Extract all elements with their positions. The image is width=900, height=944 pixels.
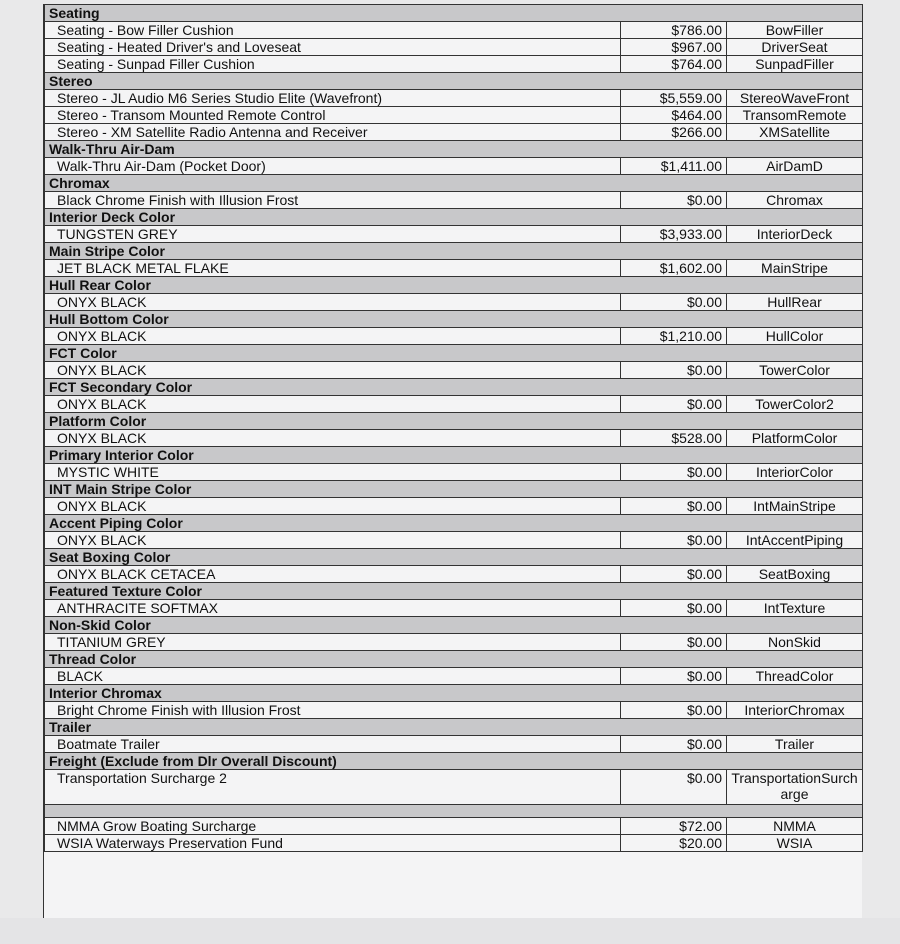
option-code: StereoWaveFront <box>727 90 863 107</box>
section-header-row <box>45 5 863 22</box>
section-title: Seating <box>45 5 863 22</box>
section-title: Freight (Exclude from Dlr Overall Discount) <box>45 753 863 770</box>
option-row <box>45 566 863 583</box>
option-price: $0.00 <box>621 294 727 311</box>
section-header-row <box>45 73 863 90</box>
option-description: Boatmate Trailer <box>45 736 621 753</box>
option-code: Chromax <box>727 192 863 209</box>
option-code: InteriorDeck <box>727 226 863 243</box>
option-code-text: TransportationSurcharge <box>731 770 858 802</box>
option-row <box>45 56 863 73</box>
option-price: $0.00 <box>621 600 727 617</box>
option-code: XMSatellite <box>727 124 863 141</box>
option-row <box>45 294 863 311</box>
option-description: Seating - Sunpad Filler Cushion <box>45 56 621 73</box>
option-price: $1,411.00 <box>621 158 727 175</box>
option-code <box>727 770 863 805</box>
option-row <box>45 702 863 719</box>
section-title: INT Main Stripe Color <box>45 481 863 498</box>
option-description: ONYX BLACK <box>45 430 621 447</box>
option-row <box>45 39 863 56</box>
option-description: ONYX BLACK <box>45 396 621 413</box>
option-price: $764.00 <box>621 56 727 73</box>
option-price: $5,559.00 <box>621 90 727 107</box>
option-price: $0.00 <box>621 668 727 685</box>
fee-description: NMMA Grow Boating Surcharge <box>45 818 621 835</box>
option-description: ONYX BLACK <box>45 328 621 345</box>
section-header-row <box>45 515 863 532</box>
option-description: Walk-Thru Air-Dam (Pocket Door) <box>45 158 621 175</box>
option-row <box>45 668 863 685</box>
section-header-row <box>45 379 863 396</box>
option-price: $464.00 <box>621 107 727 124</box>
option-description: BLACK <box>45 668 621 685</box>
section-header-row <box>45 311 863 328</box>
option-description: ONYX BLACK <box>45 532 621 549</box>
option-row <box>45 260 863 277</box>
section-title: Hull Bottom Color <box>45 311 863 328</box>
option-description: TITANIUM GREY <box>45 634 621 651</box>
option-description: Stereo - XM Satellite Radio Antenna and Receiver <box>45 124 621 141</box>
option-description: Stereo - Transom Mounted Remote Control <box>45 107 621 124</box>
options-sheet <box>43 4 862 918</box>
option-code: SeatBoxing <box>727 566 863 583</box>
fee-row <box>45 835 863 852</box>
option-description: ONYX BLACK <box>45 294 621 311</box>
option-code: MainStripe <box>727 260 863 277</box>
options-table-body <box>45 5 863 852</box>
options-table <box>44 4 863 852</box>
option-code: IntMainStripe <box>727 498 863 515</box>
option-code: ThreadColor <box>727 668 863 685</box>
section-title: Main Stripe Color <box>45 243 863 260</box>
option-price: $266.00 <box>621 124 727 141</box>
option-row <box>45 498 863 515</box>
option-price: $0.00 <box>621 464 727 481</box>
fee-description: WSIA Waterways Preservation Fund <box>45 835 621 852</box>
option-row <box>45 90 863 107</box>
option-row <box>45 107 863 124</box>
fee-code: WSIA <box>727 835 863 852</box>
section-title: Thread Color <box>45 651 863 668</box>
option-description: MYSTIC WHITE <box>45 464 621 481</box>
option-row <box>45 396 863 413</box>
option-description: Seating - Bow Filler Cushion <box>45 22 621 39</box>
option-code: SunpadFiller <box>727 56 863 73</box>
option-description: JET BLACK METAL FLAKE <box>45 260 621 277</box>
option-description: Seating - Heated Driver's and Loveseat <box>45 39 621 56</box>
option-code: PlatformColor <box>727 430 863 447</box>
option-price: $1,210.00 <box>621 328 727 345</box>
option-price: $0.00 <box>621 362 727 379</box>
option-code: HullRear <box>727 294 863 311</box>
option-price: $0.00 <box>621 396 727 413</box>
option-price: $967.00 <box>621 39 727 56</box>
option-description: Stereo - JL Audio M6 Series Studio Elite (Wavefront) <box>45 90 621 107</box>
option-price: $0.00 <box>621 192 727 209</box>
section-title: Accent Piping Color <box>45 515 863 532</box>
option-code: TowerColor <box>727 362 863 379</box>
option-row <box>45 464 863 481</box>
section-title: Seat Boxing Color <box>45 549 863 566</box>
section-title: FCT Secondary Color <box>45 379 863 396</box>
option-description: ONYX BLACK CETACEA <box>45 566 621 583</box>
option-row <box>45 770 863 805</box>
section-title: Interior Chromax <box>45 685 863 702</box>
option-row <box>45 430 863 447</box>
section-header-row <box>45 549 863 566</box>
section-header-row <box>45 583 863 600</box>
option-price: $0.00 <box>621 634 727 651</box>
option-row <box>45 22 863 39</box>
option-code: DriverSeat <box>727 39 863 56</box>
option-description: ONYX BLACK <box>45 498 621 515</box>
option-price: $0.00 <box>621 770 727 805</box>
section-header-row <box>45 243 863 260</box>
option-price: $0.00 <box>621 532 727 549</box>
section-title: Walk-Thru Air-Dam <box>45 141 863 158</box>
option-price: $0.00 <box>621 498 727 515</box>
option-price: $786.00 <box>621 22 727 39</box>
option-description: ONYX BLACK <box>45 362 621 379</box>
fee-code: NMMA <box>727 818 863 835</box>
option-row <box>45 328 863 345</box>
section-header-row <box>45 481 863 498</box>
option-row <box>45 124 863 141</box>
section-header-row <box>45 277 863 294</box>
spacer-row <box>45 805 863 818</box>
option-price: $3,933.00 <box>621 226 727 243</box>
section-header-row <box>45 345 863 362</box>
option-row <box>45 532 863 549</box>
option-price: $0.00 <box>621 566 727 583</box>
option-code: TransomRemote <box>727 107 863 124</box>
option-code: NonSkid <box>727 634 863 651</box>
option-description: Black Chrome Finish with Illusion Frost <box>45 192 621 209</box>
option-code: HullColor <box>727 328 863 345</box>
section-header-row <box>45 617 863 634</box>
section-title: Chromax <box>45 175 863 192</box>
section-header-row <box>45 447 863 464</box>
spacer-cell <box>45 805 863 818</box>
option-row <box>45 600 863 617</box>
option-row <box>45 634 863 651</box>
section-header-row <box>45 413 863 430</box>
option-row <box>45 362 863 379</box>
section-title: Featured Texture Color <box>45 583 863 600</box>
section-title: Trailer <box>45 719 863 736</box>
option-description: Bright Chrome Finish with Illusion Frost <box>45 702 621 719</box>
option-price: $528.00 <box>621 430 727 447</box>
section-header-row <box>45 685 863 702</box>
option-row <box>45 192 863 209</box>
option-code: InteriorColor <box>727 464 863 481</box>
section-title: Stereo <box>45 73 863 90</box>
section-header-row <box>45 651 863 668</box>
section-header-row <box>45 209 863 226</box>
fee-price: $72.00 <box>621 818 727 835</box>
section-title: Hull Rear Color <box>45 277 863 294</box>
fee-price: $20.00 <box>621 835 727 852</box>
section-header-row <box>45 719 863 736</box>
option-code: AirDamD <box>727 158 863 175</box>
option-code: BowFiller <box>727 22 863 39</box>
option-description: ANTHRACITE SOFTMAX <box>45 600 621 617</box>
option-description: Transportation Surcharge 2 <box>45 770 621 805</box>
section-header-row <box>45 753 863 770</box>
option-code: TowerColor2 <box>727 396 863 413</box>
section-title: Non-Skid Color <box>45 617 863 634</box>
option-row <box>45 736 863 753</box>
option-price: $0.00 <box>621 736 727 753</box>
option-row <box>45 226 863 243</box>
section-header-row <box>45 141 863 158</box>
option-code: IntAccentPiping <box>727 532 863 549</box>
section-header-row <box>45 175 863 192</box>
option-code: IntTexture <box>727 600 863 617</box>
option-code: Trailer <box>727 736 863 753</box>
option-price: $0.00 <box>621 702 727 719</box>
section-title: Primary Interior Color <box>45 447 863 464</box>
section-title: Platform Color <box>45 413 863 430</box>
option-description: TUNGSTEN GREY <box>45 226 621 243</box>
page-bottom-margin <box>0 918 900 944</box>
section-title: FCT Color <box>45 345 863 362</box>
option-price: $1,602.00 <box>621 260 727 277</box>
option-row <box>45 158 863 175</box>
section-title: Interior Deck Color <box>45 209 863 226</box>
fee-row <box>45 818 863 835</box>
option-code: InteriorChromax <box>727 702 863 719</box>
